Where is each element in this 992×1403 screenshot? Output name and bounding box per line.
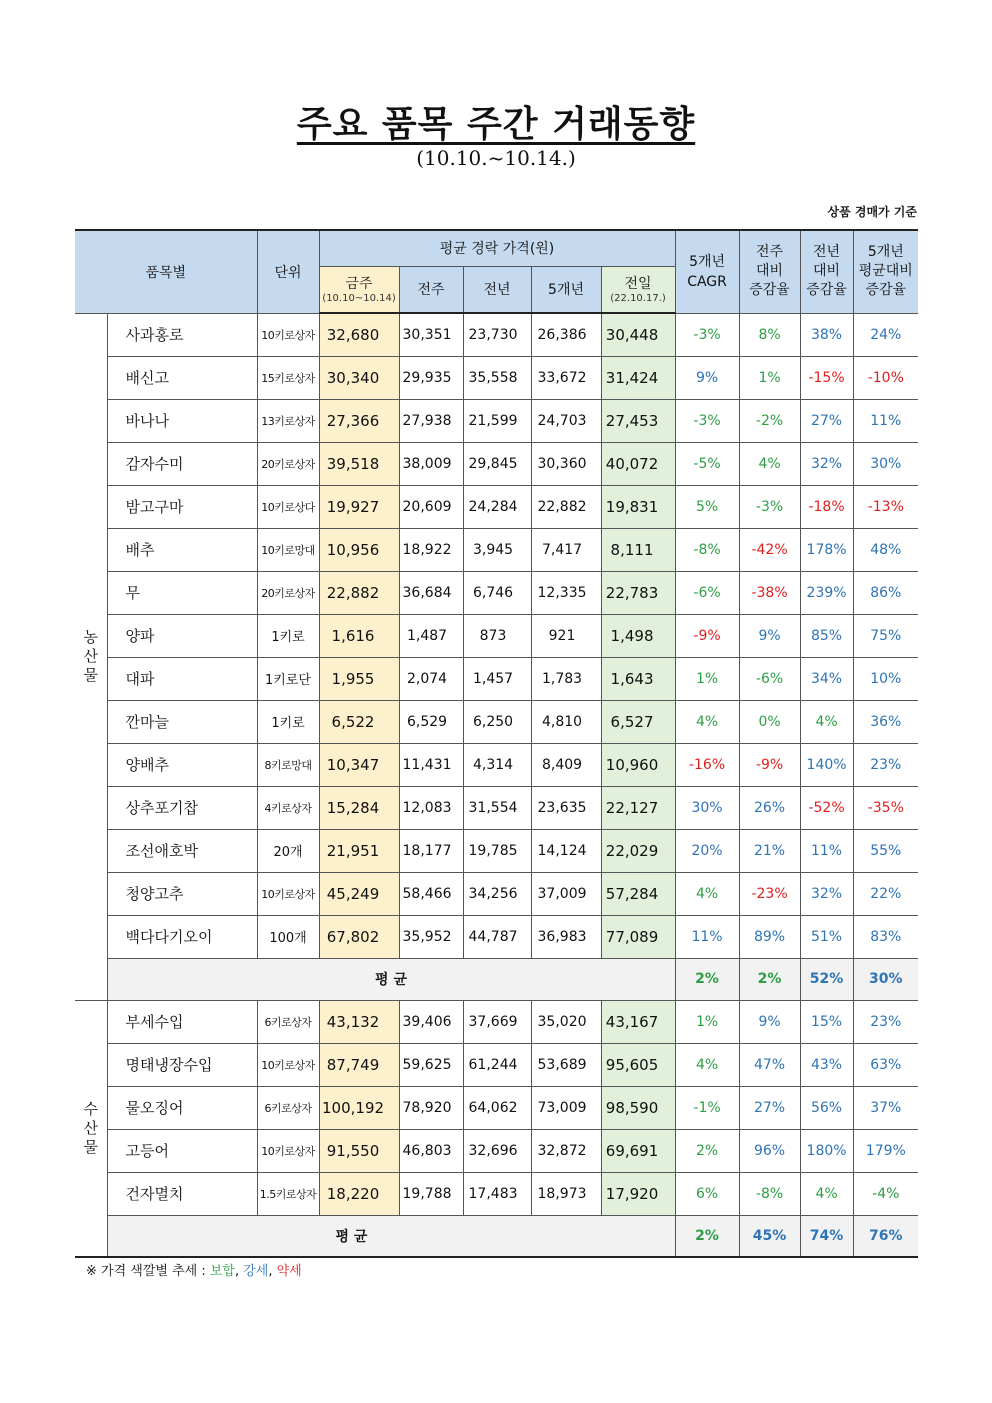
item-name: 배추 [107,528,257,571]
cagr-value: 4% [675,872,739,915]
week-change-value: -9% [739,743,800,786]
price-current-week: 10,956 [319,528,399,571]
price-prev-week: 38,009 [399,442,463,485]
price-prev-year: 6,746 [463,571,531,614]
price-current-week: 43,132 [319,1000,399,1043]
price-current-week: 32,680 [319,313,399,356]
table-row [75,614,918,657]
table-row [75,700,918,743]
price-prev-day: 69,691 [601,1129,675,1172]
price-prev-day: 19,831 [601,485,675,528]
agri-group-label: 농 산 물 [75,313,107,1000]
price-prev-day: 22,127 [601,786,675,829]
price-current-week: 91,550 [319,1129,399,1172]
header-cagr: 5개년 CAGR [675,230,739,313]
price-prev-day: 1,643 [601,657,675,700]
cagr-value: -3% [675,313,739,356]
price-prev-day: 8,111 [601,528,675,571]
price-five-year: 22,882 [531,485,601,528]
price-prev-year: 64,062 [463,1086,531,1129]
week-change-value: -23% [739,872,800,915]
price-current-week: 100,192 [319,1086,399,1129]
price-prev-year: 21,599 [463,399,531,442]
price-prev-day: 57,284 [601,872,675,915]
five-year-change-value: 86% [853,571,918,614]
five-year-change-value: 63% [853,1043,918,1086]
header-week-change: 전주 대비 증감율 [739,230,800,313]
item-name: 명태냉장수입 [107,1043,257,1086]
price-prev-day: 10,960 [601,743,675,786]
cagr-value: 1% [675,657,739,700]
price-prev-day: 27,453 [601,399,675,442]
price-prev-year: 17,483 [463,1172,531,1215]
five-year-change-value: -35% [853,786,918,829]
item-unit: 10키로상자 [257,872,319,915]
item-unit: 10키로상다 [257,485,319,528]
week-change-value: 26% [739,786,800,829]
week-change-value: 4% [739,442,800,485]
week-change-value: 96% [739,1129,800,1172]
year-change-value: 38% [800,313,853,356]
price-five-year: 37,009 [531,872,601,915]
average-row [75,1215,918,1257]
price-prev-day: 31,424 [601,356,675,399]
item-name: 밤고구마 [107,485,257,528]
item-name: 청양고추 [107,872,257,915]
price-current-week: 21,951 [319,829,399,872]
item-name: 감자수미 [107,442,257,485]
sea-group-label: 수 산 물 [75,1000,107,1257]
five-year-change-value: -13% [853,485,918,528]
cagr-value: 2% [675,1129,739,1172]
price-five-year: 35,020 [531,1000,601,1043]
price-five-year: 73,009 [531,1086,601,1129]
five-year-change-value: 30% [853,442,918,485]
week-change-value: -6% [739,657,800,700]
price-prev-week: 11,431 [399,743,463,786]
price-prev-day: 22,783 [601,571,675,614]
header-year-change: 전년 대비 증감율 [800,230,853,313]
year-change-value: 15% [800,1000,853,1043]
cagr-value: 9% [675,356,739,399]
price-five-year: 1,783 [531,657,601,700]
year-change-value: 4% [800,700,853,743]
week-change-value: -3% [739,485,800,528]
price-prev-week: 1,487 [399,614,463,657]
table-row [75,528,918,571]
price-prev-year: 31,554 [463,786,531,829]
year-change-value: 4% [800,1172,853,1215]
price-current-week: 1,616 [319,614,399,657]
table-row [75,915,918,958]
price-five-year: 23,635 [531,786,601,829]
item-unit: 100개 [257,915,319,958]
cagr-value: 11% [675,915,739,958]
item-unit: 6키로상자 [257,1086,319,1129]
item-name: 백다다기오이 [107,915,257,958]
price-five-year: 24,703 [531,399,601,442]
price-prev-day: 6,527 [601,700,675,743]
price-prev-year: 37,669 [463,1000,531,1043]
table-row [75,399,918,442]
cagr-value: -6% [675,571,739,614]
price-prev-day: 43,167 [601,1000,675,1043]
price-current-week: 1,955 [319,657,399,700]
cagr-value: 30% [675,786,739,829]
price-prev-year: 23,730 [463,313,531,356]
cagr-value: -16% [675,743,739,786]
price-prev-year: 1,457 [463,657,531,700]
price-prev-day: 98,590 [601,1086,675,1129]
price-prev-week: 27,938 [399,399,463,442]
price-current-week: 22,882 [319,571,399,614]
week-change-value: 9% [739,1000,800,1043]
year-change-value: 56% [800,1086,853,1129]
week-change-value: 1% [739,356,800,399]
table-row [75,1043,918,1086]
item-name: 깐마늘 [107,700,257,743]
price-current-week: 87,749 [319,1043,399,1086]
price-five-year: 8,409 [531,743,601,786]
year-change-value: 140% [800,743,853,786]
page-title: 주요 품목 주간 거래동향 [296,104,696,145]
item-unit: 20개 [257,829,319,872]
item-unit: 10키로망대 [257,528,319,571]
price-five-year: 12,335 [531,571,601,614]
average-yr-value: 74% [800,1215,853,1257]
header-prev-day: 전일 (22.10.17.) [601,266,675,313]
year-change-value: -18% [800,485,853,528]
average-cagr-value: 2% [675,958,739,1000]
price-basis-note: 상품 경매가 기준 [827,205,917,219]
week-change-value: 47% [739,1043,800,1086]
price-prev-week: 46,803 [399,1129,463,1172]
item-name: 사과홍로 [107,313,257,356]
week-change-value: -42% [739,528,800,571]
five-year-change-value: -4% [853,1172,918,1215]
item-unit: 1키로 [257,700,319,743]
price-prev-day: 40,072 [601,442,675,485]
item-unit: 13키로상자 [257,399,319,442]
table-row [75,1172,918,1215]
item-name: 대파 [107,657,257,700]
price-prev-week: 18,922 [399,528,463,571]
item-unit: 20키로상자 [257,571,319,614]
price-prev-week: 19,788 [399,1172,463,1215]
price-prev-week: 2,074 [399,657,463,700]
price-prev-year: 29,845 [463,442,531,485]
year-change-value: 32% [800,442,853,485]
week-change-value: 9% [739,614,800,657]
average-fy-value: 76% [853,1215,918,1257]
price-five-year: 4,810 [531,700,601,743]
price-prev-week: 59,625 [399,1043,463,1086]
item-name: 고등어 [107,1129,257,1172]
table-row [75,1129,918,1172]
five-year-change-value: 10% [853,657,918,700]
year-change-value: 180% [800,1129,853,1172]
table-row [75,657,918,700]
table-row [75,1086,918,1129]
item-unit: 10키로상자 [257,313,319,356]
header-prev-year: 전년 [463,266,531,313]
item-name: 배신고 [107,356,257,399]
five-year-change-value: 55% [853,829,918,872]
price-current-week: 45,249 [319,872,399,915]
price-five-year: 30,360 [531,442,601,485]
year-change-value: -15% [800,356,853,399]
price-prev-week: 78,920 [399,1086,463,1129]
price-current-week: 18,220 [319,1172,399,1215]
year-change-value: 51% [800,915,853,958]
year-change-value: 178% [800,528,853,571]
header-item: 품목별 [75,230,257,313]
price-prev-year: 19,785 [463,829,531,872]
week-change-value: 0% [739,700,800,743]
item-name: 무 [107,571,257,614]
year-change-value: -52% [800,786,853,829]
price-current-week: 67,802 [319,915,399,958]
legend-strong: 강세 [243,1264,269,1279]
header-5yr-change: 5개년 평균대비 증감율 [853,230,918,313]
table-row [75,571,918,614]
header-avg-price: 평균 경락 가격(원) [319,230,675,266]
header-unit: 단위 [257,230,319,313]
price-five-year: 18,973 [531,1172,601,1215]
price-current-week: 6,522 [319,700,399,743]
year-change-value: 27% [800,399,853,442]
price-prev-week: 6,529 [399,700,463,743]
year-change-value: 11% [800,829,853,872]
item-name: 바나나 [107,399,257,442]
legend-weak: 약세 [276,1264,302,1279]
price-five-year: 14,124 [531,829,601,872]
price-prev-week: 39,406 [399,1000,463,1043]
price-prev-week: 20,609 [399,485,463,528]
cagr-value: 6% [675,1172,739,1215]
table-row [75,356,918,399]
price-prev-week: 30,351 [399,313,463,356]
year-change-value: 85% [800,614,853,657]
cagr-value: -1% [675,1086,739,1129]
price-prev-day: 1,498 [601,614,675,657]
price-prev-week: 29,935 [399,356,463,399]
item-name: 양파 [107,614,257,657]
cagr-value: 1% [675,1000,739,1043]
price-five-year: 53,689 [531,1043,601,1086]
five-year-change-value: 75% [853,614,918,657]
price-current-week: 27,366 [319,399,399,442]
price-prev-year: 6,250 [463,700,531,743]
week-change-value: 27% [739,1086,800,1129]
week-change-value: -2% [739,399,800,442]
cagr-value: 20% [675,829,739,872]
cagr-value: 4% [675,700,739,743]
year-change-value: 43% [800,1043,853,1086]
legend-mixed: 보합 [209,1264,235,1279]
price-five-year: 36,983 [531,915,601,958]
price-prev-year: 4,314 [463,743,531,786]
table-row [75,442,918,485]
price-prev-year: 44,787 [463,915,531,958]
price-prev-year: 61,244 [463,1043,531,1086]
price-prev-week: 58,466 [399,872,463,915]
five-year-change-value: 23% [853,743,918,786]
table-row [75,786,918,829]
average-label: 평 균 [107,1215,675,1257]
price-five-year: 33,672 [531,356,601,399]
week-change-value: -8% [739,1172,800,1215]
price-prev-year: 32,696 [463,1129,531,1172]
average-wk-value: 45% [739,1215,800,1257]
table-row [75,829,918,872]
five-year-change-value: 83% [853,915,918,958]
item-name: 양배추 [107,743,257,786]
item-unit: 10키로상자 [257,1043,319,1086]
five-year-change-value: 23% [853,1000,918,1043]
average-label: 평 균 [107,958,675,1000]
header-current-week: 금주 (10.10~10.14) [319,266,399,313]
item-name: 건자멸치 [107,1172,257,1215]
weekly-price-table [75,229,918,1258]
item-name: 부세수입 [107,1000,257,1043]
price-prev-day: 17,920 [601,1172,675,1215]
price-prev-year: 3,945 [463,528,531,571]
item-unit: 1키로단 [257,657,319,700]
average-cagr-value: 2% [675,1215,739,1257]
cagr-value: -9% [675,614,739,657]
price-current-week: 10,347 [319,743,399,786]
item-unit: 15키로상자 [257,356,319,399]
item-unit: 8키로망대 [257,743,319,786]
price-prev-year: 34,256 [463,872,531,915]
week-change-value: 8% [739,313,800,356]
cagr-value: -5% [675,442,739,485]
five-year-change-value: 11% [853,399,918,442]
item-name: 상추포기찹 [107,786,257,829]
item-unit: 10키로상자 [257,1129,319,1172]
price-current-week: 19,927 [319,485,399,528]
color-legend-note: ※ 가격 색깔별 추세 : 보합, 강세, 약세 [86,1264,302,1279]
item-name: 물오징어 [107,1086,257,1129]
table-row [75,485,918,528]
average-wk-value: 2% [739,958,800,1000]
average-yr-value: 52% [800,958,853,1000]
price-prev-week: 18,177 [399,829,463,872]
item-unit: 1.5키로상자 [257,1172,319,1215]
price-current-week: 15,284 [319,786,399,829]
year-change-value: 32% [800,872,853,915]
price-prev-day: 77,089 [601,915,675,958]
five-year-change-value: -10% [853,356,918,399]
table-row [75,313,918,356]
item-name: 조선애호박 [107,829,257,872]
five-year-change-value: 24% [853,313,918,356]
cagr-value: 5% [675,485,739,528]
table-row [75,1000,918,1043]
week-change-value: 21% [739,829,800,872]
cagr-value: -8% [675,528,739,571]
average-fy-value: 30% [853,958,918,1000]
price-prev-year: 35,558 [463,356,531,399]
price-five-year: 26,386 [531,313,601,356]
price-prev-day: 30,448 [601,313,675,356]
year-change-value: 34% [800,657,853,700]
five-year-change-value: 36% [853,700,918,743]
item-unit: 20키로상자 [257,442,319,485]
cagr-value: -3% [675,399,739,442]
cagr-value: 4% [675,1043,739,1086]
header-five-year: 5개년 [531,266,601,313]
price-prev-week: 35,952 [399,915,463,958]
price-five-year: 921 [531,614,601,657]
report-period: (10.10.~10.14.) [416,146,576,170]
item-unit: 1키로 [257,614,319,657]
price-five-year: 32,872 [531,1129,601,1172]
price-prev-year: 24,284 [463,485,531,528]
price-prev-week: 12,083 [399,786,463,829]
five-year-change-value: 37% [853,1086,918,1129]
price-current-week: 39,518 [319,442,399,485]
price-prev-year: 873 [463,614,531,657]
week-change-value: -38% [739,571,800,614]
price-current-week: 30,340 [319,356,399,399]
price-prev-week: 36,684 [399,571,463,614]
item-unit: 6키로상자 [257,1000,319,1043]
five-year-change-value: 48% [853,528,918,571]
table-row [75,872,918,915]
price-five-year: 7,417 [531,528,601,571]
average-row [75,958,918,1000]
price-prev-day: 95,605 [601,1043,675,1086]
header-prev-week: 전주 [399,266,463,313]
price-prev-day: 22,029 [601,829,675,872]
item-unit: 4키로상자 [257,786,319,829]
five-year-change-value: 179% [853,1129,918,1172]
week-change-value: 89% [739,915,800,958]
table-row [75,743,918,786]
five-year-change-value: 22% [853,872,918,915]
year-change-value: 239% [800,571,853,614]
